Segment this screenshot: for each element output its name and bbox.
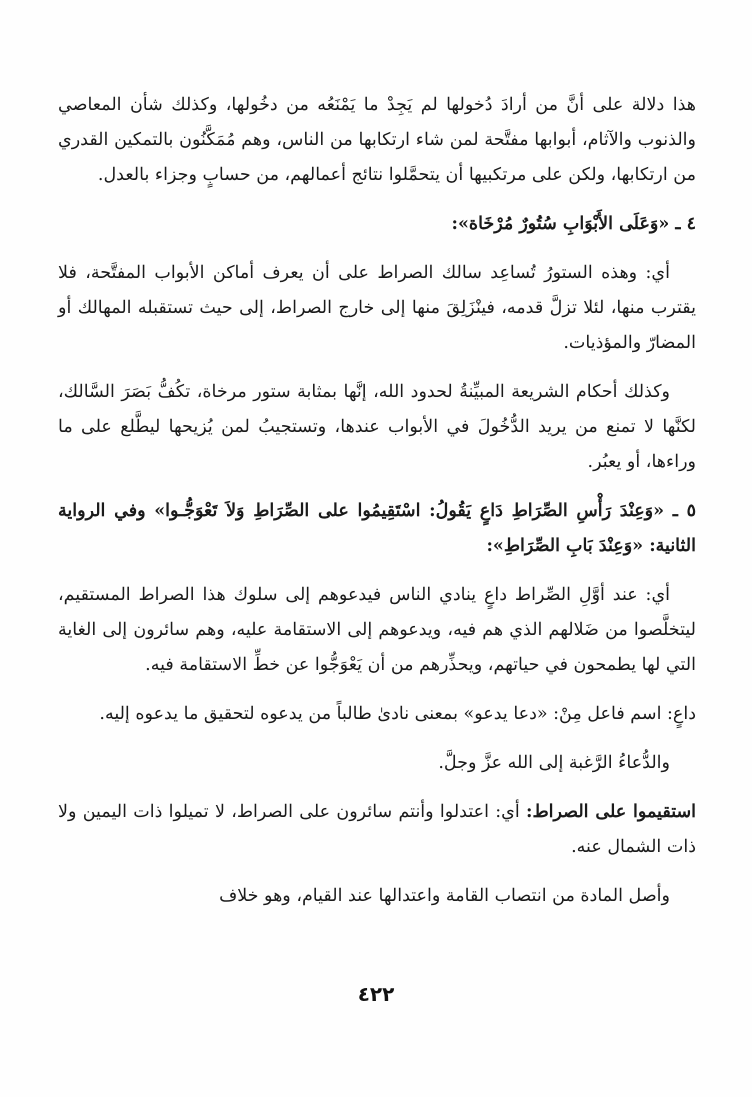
paragraph-4: أي: عند أوَّلِ الصِّراط داعٍ ينادي الناس فيدعوهم إلى سلوك هذا الصراط المستقيم، ليتخلَّصوا من ضَلالهم الذي هم فيه، ويدعوهم إلى الاستقامة عليه، وهم سائرون إلى الغاية التي لها يطمحون في حياتهم، ويحذِّرهم من أن يَعْوَجُّوا عن خطِّ الاستقامة فيه.: [58, 585, 696, 675]
paragraph-8: وأصل المادة من انتصاب القامة واعتدالها عند القيام، وهو خلاف: [219, 886, 670, 906]
paragraph-1: هذا دلالة على أنَّ من أرادَ دُخولها لم يَجِدْ ما يَمْنَعُه من دخُولها، وكذلك شأن المعاصي والذنوب والآثام، أبوابها مفتَّحة لمن شاء ارتكابها من الناس، وهم مُمَكَّنُون بالتمكين القدري من ارتكابها، ولكن على مرتكبيها أن يتحمَّلوا نتائج أعمالهم، من حسابٍ وجزاء بالعدل.: [58, 95, 696, 185]
section-heading-5: ٥ ـ «وَعِنْدَ رَأْسِ الصِّرَاطِ دَاعٍ يَقُولُ: اسْتَقِيمُوا على الصِّرَاطِ وَلاَ تَعْوَجُّـوا» وفي الرواية الثانية: «وَعِنْدَ بَابِ الصِّرَاطِ»:: [58, 501, 696, 556]
paragraph-3: وكذلك أحكام الشريعة المبيِّنةُ لحدود الله، إنَّها بمثابة ستور مرخاة، تكُفُّ بَصَرَ السَّالك، لكنَّها لا تمنع من يريد الدُّخُولَ في الأبواب عندها، وتستجيبُ لمن يُزيحها ليطَّلع على ما وراءها، أو يعبُر.: [58, 382, 696, 472]
section-heading-4: ٤ ـ «وَعَلَى الأَبْوَابِ سُتُورٌ مُرْخَاة»:: [451, 214, 696, 234]
page-number: ٤٢٢: [357, 982, 395, 1006]
term-label: استقيموا على الصراط:: [526, 802, 696, 822]
paragraph-2: أي: وهذه الستورُ تُساعِد سالك الصراط على أن يعرف أماكن الأبواب المفتَّحة، فلا يقترب منها، لئلا تزلَّ قدمه، فينْزَلِقَ منها إلى خارج الصراط، إلى حيث تستقبله المهالك أو المضارّ والمؤذيات.: [58, 263, 696, 353]
paragraph-7: [58, 795, 696, 865]
paragraph-6: والدُّعاءُ الرَّغبة إلى الله عزَّ وجلَّ.: [438, 753, 670, 773]
page-body: [58, 88, 696, 928]
paragraph-5: داعٍ: اسم فاعل مِنْ: «دعا يدعو» بمعنى نادىٰ طالباً من يدعوه لتحقيق ما يدعوه إليه.: [99, 704, 696, 724]
term-definition: أي: اعتدلوا وأنتم سائرون على الصراط، لا تميلوا ذات اليمين ولا ذات الشمال عنه.: [58, 802, 696, 857]
